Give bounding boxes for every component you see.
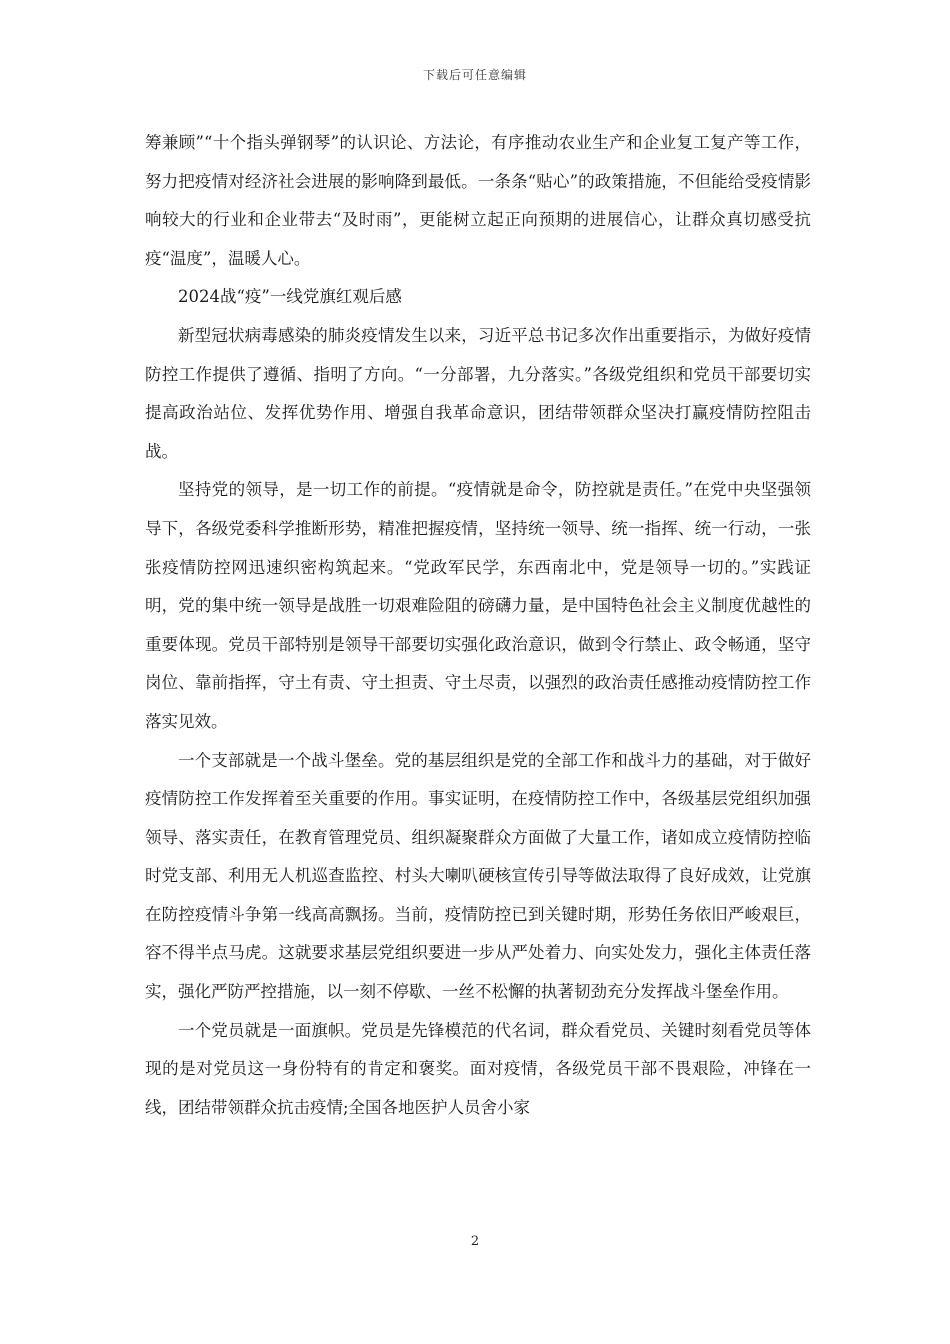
section-heading: 2024战“疫”一线党旗红观后感 [178,287,402,307]
paragraph: 新型冠状病毒感染的肺炎疫情发生以来，习近平总书记多次作出重要指示，为做好疫情防控工作提供了遵循、指明了方向。“一分部署，九分落实。”各级党组织和党员干部要切实提高政治站位、发挥优势作用、增强自我革命意识，团结带领群众坚决打赢疫情防控阻击战。 [145,325,811,461]
document-body [145,124,811,1127]
page-header: 下载后可任意编辑 [422,68,527,82]
page-number: 2 [470,1234,480,1249]
paragraph-continued: 筹兼顾”“十个指头弹钢琴”的认识论、方法论，有序推动农业生产和企业复工复产等工作，努力把疫情对经济社会进展的影响降到最低。一条条“贴心”的政策措施，不但能给受疫情影响较大的行业和企业带去“及时雨”，更能树立起正向预期的进展信心，让群众真切感受抗疫“温度”，温暖人心。 [145,133,811,268]
paragraph: 一个支部就是一个战斗堡垒。党的基层组织是党的全部工作和战斗力的基础，对于做好疫情防控工作发挥着至关重要的作用。事实证明，在疫情防控工作中，各级基层党组织加强领导、落实责任，在教育管理党员、组织凝聚群众方面做了大量工作，诸如成立疫情防控临时党支部、利用无人机巡查监控、村头大喇叭硬核宣传引导等做法取得了良好成效，让党旗在防控疫情斗争第一线高高飘扬。当前，疫情防控已到关键时期，形势任务依旧严峻艰巨，容不得半点马虎。这就要求基层党组织要进一步从严处着力、向实处发力，强化主体责任落实，强化严防严控措施，以一刻不停歇、一丝不松懈的执著韧劲充分发挥战斗堡垒作用。 [145,750,811,1002]
paragraph: 坚持党的领导，是一切工作的前提。“疫情就是命令，防控就是责任。”在党中央坚强领导下，各级党委科学推断形势，精准把握疫情，坚持统一领导、统一指挥、统一行动，一张张疫情防控网迅速织密构筑起来。“党政军民学，东西南北中，党是领导一切的。”实践证明，党的集中统一领导是战胜一切艰难险阻的磅礴力量，是中国特色社会主义制度优越性的重要体现。党员干部特别是领导干部要切实强化政治意识，做到令行禁止、政令畅通，坚守岗位、靠前指挥，守土有责、守土担责、守土尽责，以强烈的政治责任感推动疫情防控工作落实见效。 [145,480,811,731]
paragraph: 一个党员就是一面旗帜。党员是先锋模范的代名词，群众看党员、关键时刻看党员等体现的是对党员这一身份特有的肯定和褒奖。面对疫情，各级党员干部不畏艰险，冲锋在一线，团结带领群众抗击疫情;全国各地医护人员舍小家 [145,1020,811,1117]
